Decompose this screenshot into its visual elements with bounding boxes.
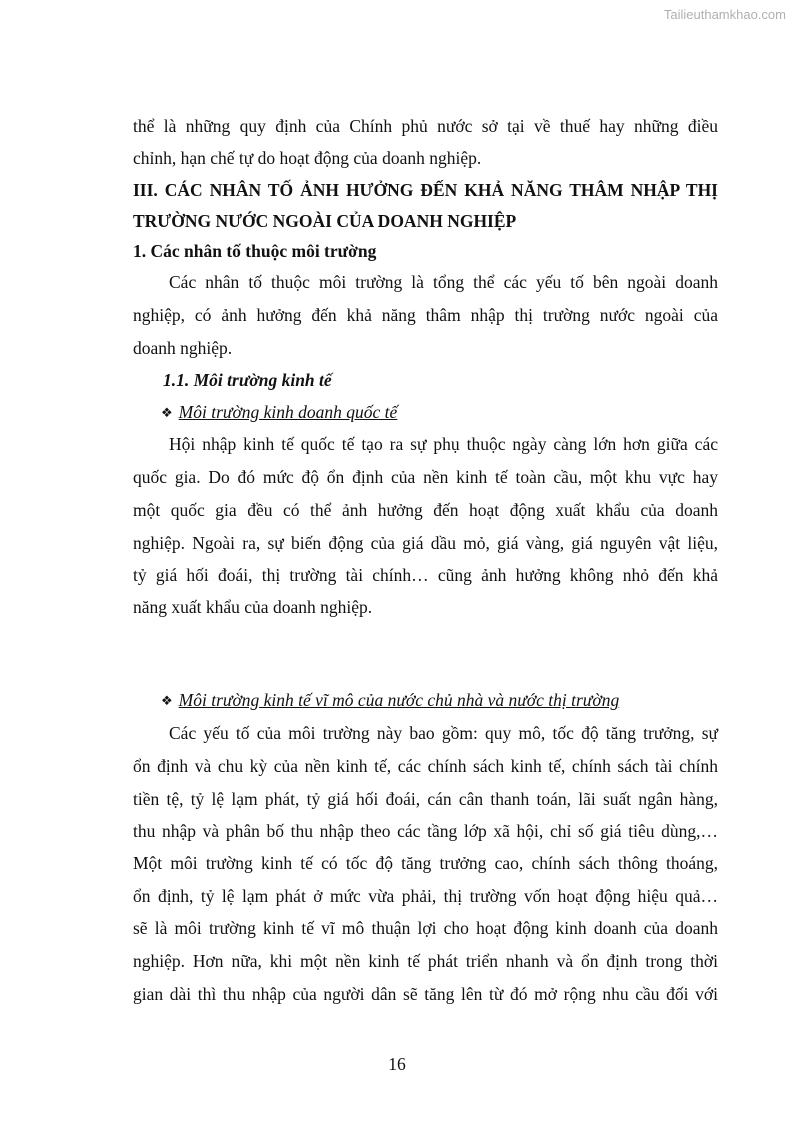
paragraph-line: thu nhập và phân bố thu nhập theo các tầng lớp xã hội, chỉ số giá tiêu dùng,…: [133, 821, 718, 841]
paragraph-line: thể là những quy định của Chính phủ nước sở tại về thuế hay những điều: [133, 116, 718, 136]
paragraph-line: Một môi trường kinh tế có tốc độ tăng trưởng cao, chính sách thông thoáng,: [133, 853, 718, 873]
paragraph-line: gian dài thì thu nhập của người dân sẽ tăng lên từ đó mở rộng nhu cầu đối với: [133, 984, 718, 1004]
bullet-heading: ❖ Môi trường kinh tế vĩ mô của nước chủ nhà và nước thị trường: [161, 690, 620, 710]
paragraph-line: nghiệp. Ngoài ra, sự biến động của giá dầu mỏ, giá vàng, giá nguyên vật liệu,: [133, 533, 718, 553]
diamond-bullet-icon: ❖: [161, 694, 173, 709]
paragraph-line: một quốc gia đều có thể ảnh hưởng đến hoạt động xuất khẩu của doanh: [133, 500, 718, 520]
paragraph-line: tỷ giá hối đoái, thị trường tài chính… cũng ảnh hưởng không nhỏ đến khả: [133, 565, 718, 585]
sub-subsection-heading: 1.1. Môi trường kinh tế: [163, 370, 332, 390]
paragraph-line: ổn định, tỷ lệ lạm phát ở mức vừa phải, thị trường vốn hoạt động hiệu quả…: [133, 886, 718, 906]
paragraph-line: quốc gia. Do đó mức độ ổn định của nền kinh tế toàn cầu, một khu vực hay: [133, 467, 718, 487]
paragraph-line: nghiệp, có ảnh hưởng đến khả năng thâm nhập thị trường nước ngoài của: [133, 305, 718, 325]
section-heading: III. CÁC NHÂN TỐ ẢNH HƯỞNG ĐẾN KHẢ NĂNG THÂM NHẬP THỊ: [133, 180, 718, 200]
paragraph-line: nghiệp. Hơn nữa, khi một nền kinh tế phát triển nhanh và ổn định trong thời: [133, 951, 718, 971]
section-heading: TRƯỜNG NƯỚC NGOÀI CỦA DOANH NGHIỆP: [133, 211, 517, 231]
paragraph-line: tiền tệ, tỷ lệ lạm phát, tỷ giá hối đoái, cán cân thanh toán, lãi suất ngân hàng,: [133, 789, 718, 809]
bullet-heading: ❖ Môi trường kinh doanh quốc tế: [161, 402, 398, 422]
paragraph-line: sẽ là môi trường kinh tế vĩ mô thuận lợi cho hoạt động kinh doanh của doanh: [133, 918, 718, 938]
paragraph-line: doanh nghiệp.: [133, 338, 233, 358]
paragraph-line: Hội nhập kinh tế quốc tế tạo ra sự phụ thuộc ngày càng lớn hơn giữa các: [169, 434, 718, 454]
paragraph-line: Các nhân tố thuộc môi trường là tổng thể các yếu tố bên ngoài doanh: [169, 272, 718, 292]
paragraph-line: ổn định và chu kỳ của nền kinh tế, các chính sách kinh tế, chính sách tài chính: [133, 756, 718, 776]
subsection-heading: 1. Các nhân tố thuộc môi trường: [133, 241, 377, 261]
paragraph-line: năng xuất khẩu của doanh nghiệp.: [133, 597, 373, 617]
paragraph-line: chỉnh, hạn chế tự do hoạt động của doanh nghiệp.: [133, 148, 482, 168]
paragraph-line: Các yếu tố của môi trường này bao gồm: quy mô, tốc độ tăng trưởng, sự: [169, 723, 718, 743]
watermark: Tailieuthamkhao.com: [663, 7, 786, 22]
page-number: 16: [388, 1054, 406, 1074]
diamond-bullet-icon: ❖: [161, 406, 173, 421]
